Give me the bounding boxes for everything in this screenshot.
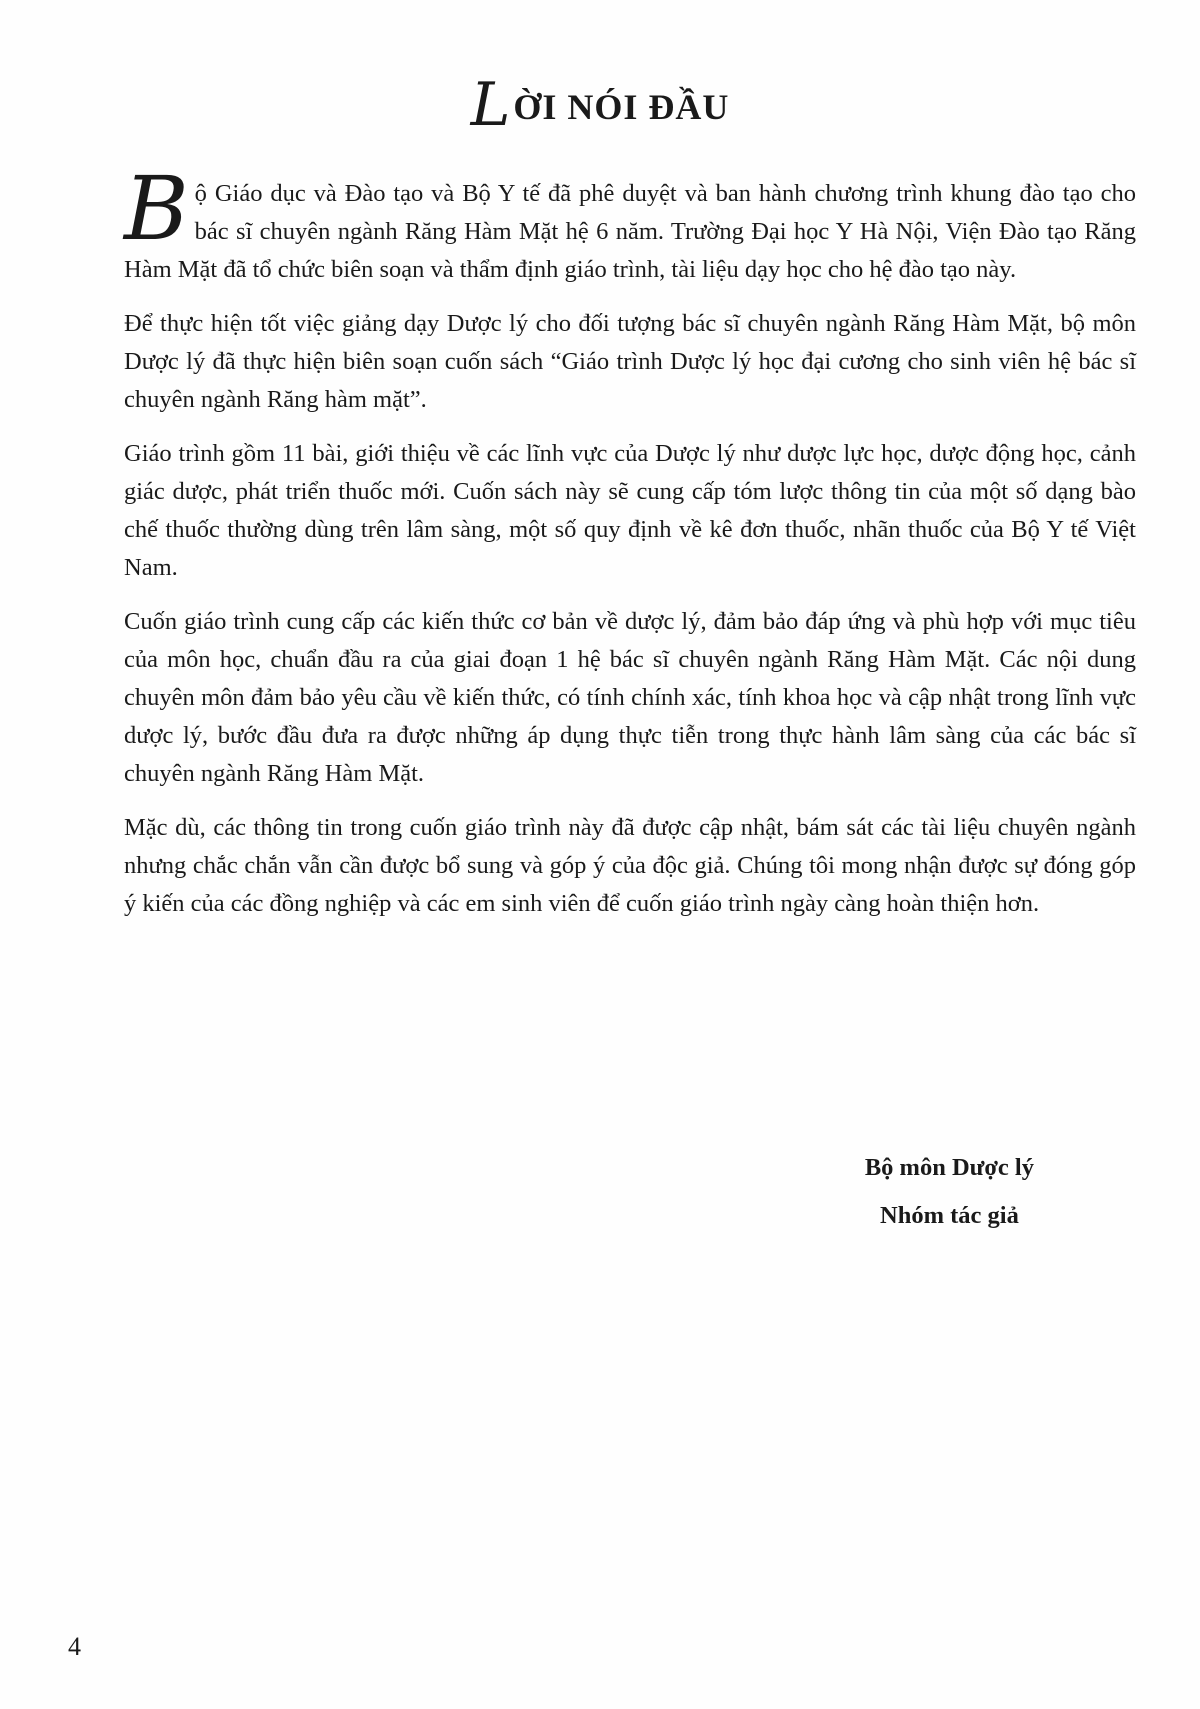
paragraph-3: Giáo trình gồm 11 bài, giới thiệu về các lĩnh vực của Dược lý như dược lực học, dược động học, cảnh giác dược, phát triển thuốc mới. Cuốn sách này sẽ cung cấp tóm lược thông tin của một số dạng bào chế thuốc thường dùng trên lâm sàng, một số quy định về kê đơn thuốc, nhãn thuốc của Bộ Y tế Việt Nam. bbox=[124, 440, 1136, 581]
title-initial: L bbox=[470, 70, 512, 140]
paragraph-2: Để thực hiện tốt việc giảng dạy Dược lý cho đối tượng bác sĩ chuyên ngành Răng Hàm Mặt, bộ môn Dược lý đã thực hiện biên soạn cuốn sách “Giáo trình Dược lý học đại cương cho sinh viên hệ bác sĩ chuyên ngành Răng hàm mặt”. bbox=[124, 310, 1136, 413]
drop-cap: B bbox=[124, 157, 189, 260]
signature-block bbox=[865, 1144, 1034, 1240]
title-rest: ỜI NÓI ĐẦU bbox=[513, 87, 730, 127]
paragraph-4: Cuốn giáo trình cung cấp các kiến thức cơ bản về dược lý, đảm bảo đáp ứng và phù hợp với mục tiêu của môn học, chuẩn đầu ra của giai đoạn 1 hệ bác sĩ chuyên ngành Răng Hàm Mặt. Các nội dung chuyên môn đảm bảo yêu cầu về kiến thức, có tính chính xác, tính khoa học và cập nhật trong lĩnh vực dược lý, bước đầu đưa ra được những áp dụng thực tiễn trong thực hành lâm sàng của các bác sĩ chuyên ngành Răng Hàm Mặt. bbox=[124, 608, 1136, 787]
paragraph-5: Mặc dù, các thông tin trong cuốn giáo trình này đã được cập nhật, bám sát các tài liệu chuyên ngành nhưng chắc chắn vẫn cần được bổ sung và góp ý của độc giả. Chúng tôi mong nhận được sự đóng góp ý kiến của các đồng nghiệp và các em sinh viên để cuốn giáo trình ngày càng hoàn thiện hơn. bbox=[124, 814, 1136, 917]
page-title bbox=[0, 70, 1200, 140]
signature-authors: Nhóm tác giả bbox=[880, 1202, 1019, 1229]
page-number: 4 bbox=[68, 1632, 81, 1661]
paragraph-1 bbox=[124, 157, 1136, 289]
preface-body bbox=[124, 157, 1136, 939]
paragraph-1-text: ộ Giáo dục và Đào tạo và Bộ Y tế đã phê duyệt và ban hành chương trình khung đào tạo cho bác sĩ chuyên ngành Răng Hàm Mặt hệ 6 năm. Trường Đại học Y Hà Nội, Viện Đào tạo Răng Hàm Mặt đã tổ chức biên soạn và thẩm định giáo trình, tài liệu dạy học cho hệ đào tạo này. bbox=[124, 180, 1136, 283]
signature-department: Bộ môn Dược lý bbox=[864, 1154, 1034, 1181]
